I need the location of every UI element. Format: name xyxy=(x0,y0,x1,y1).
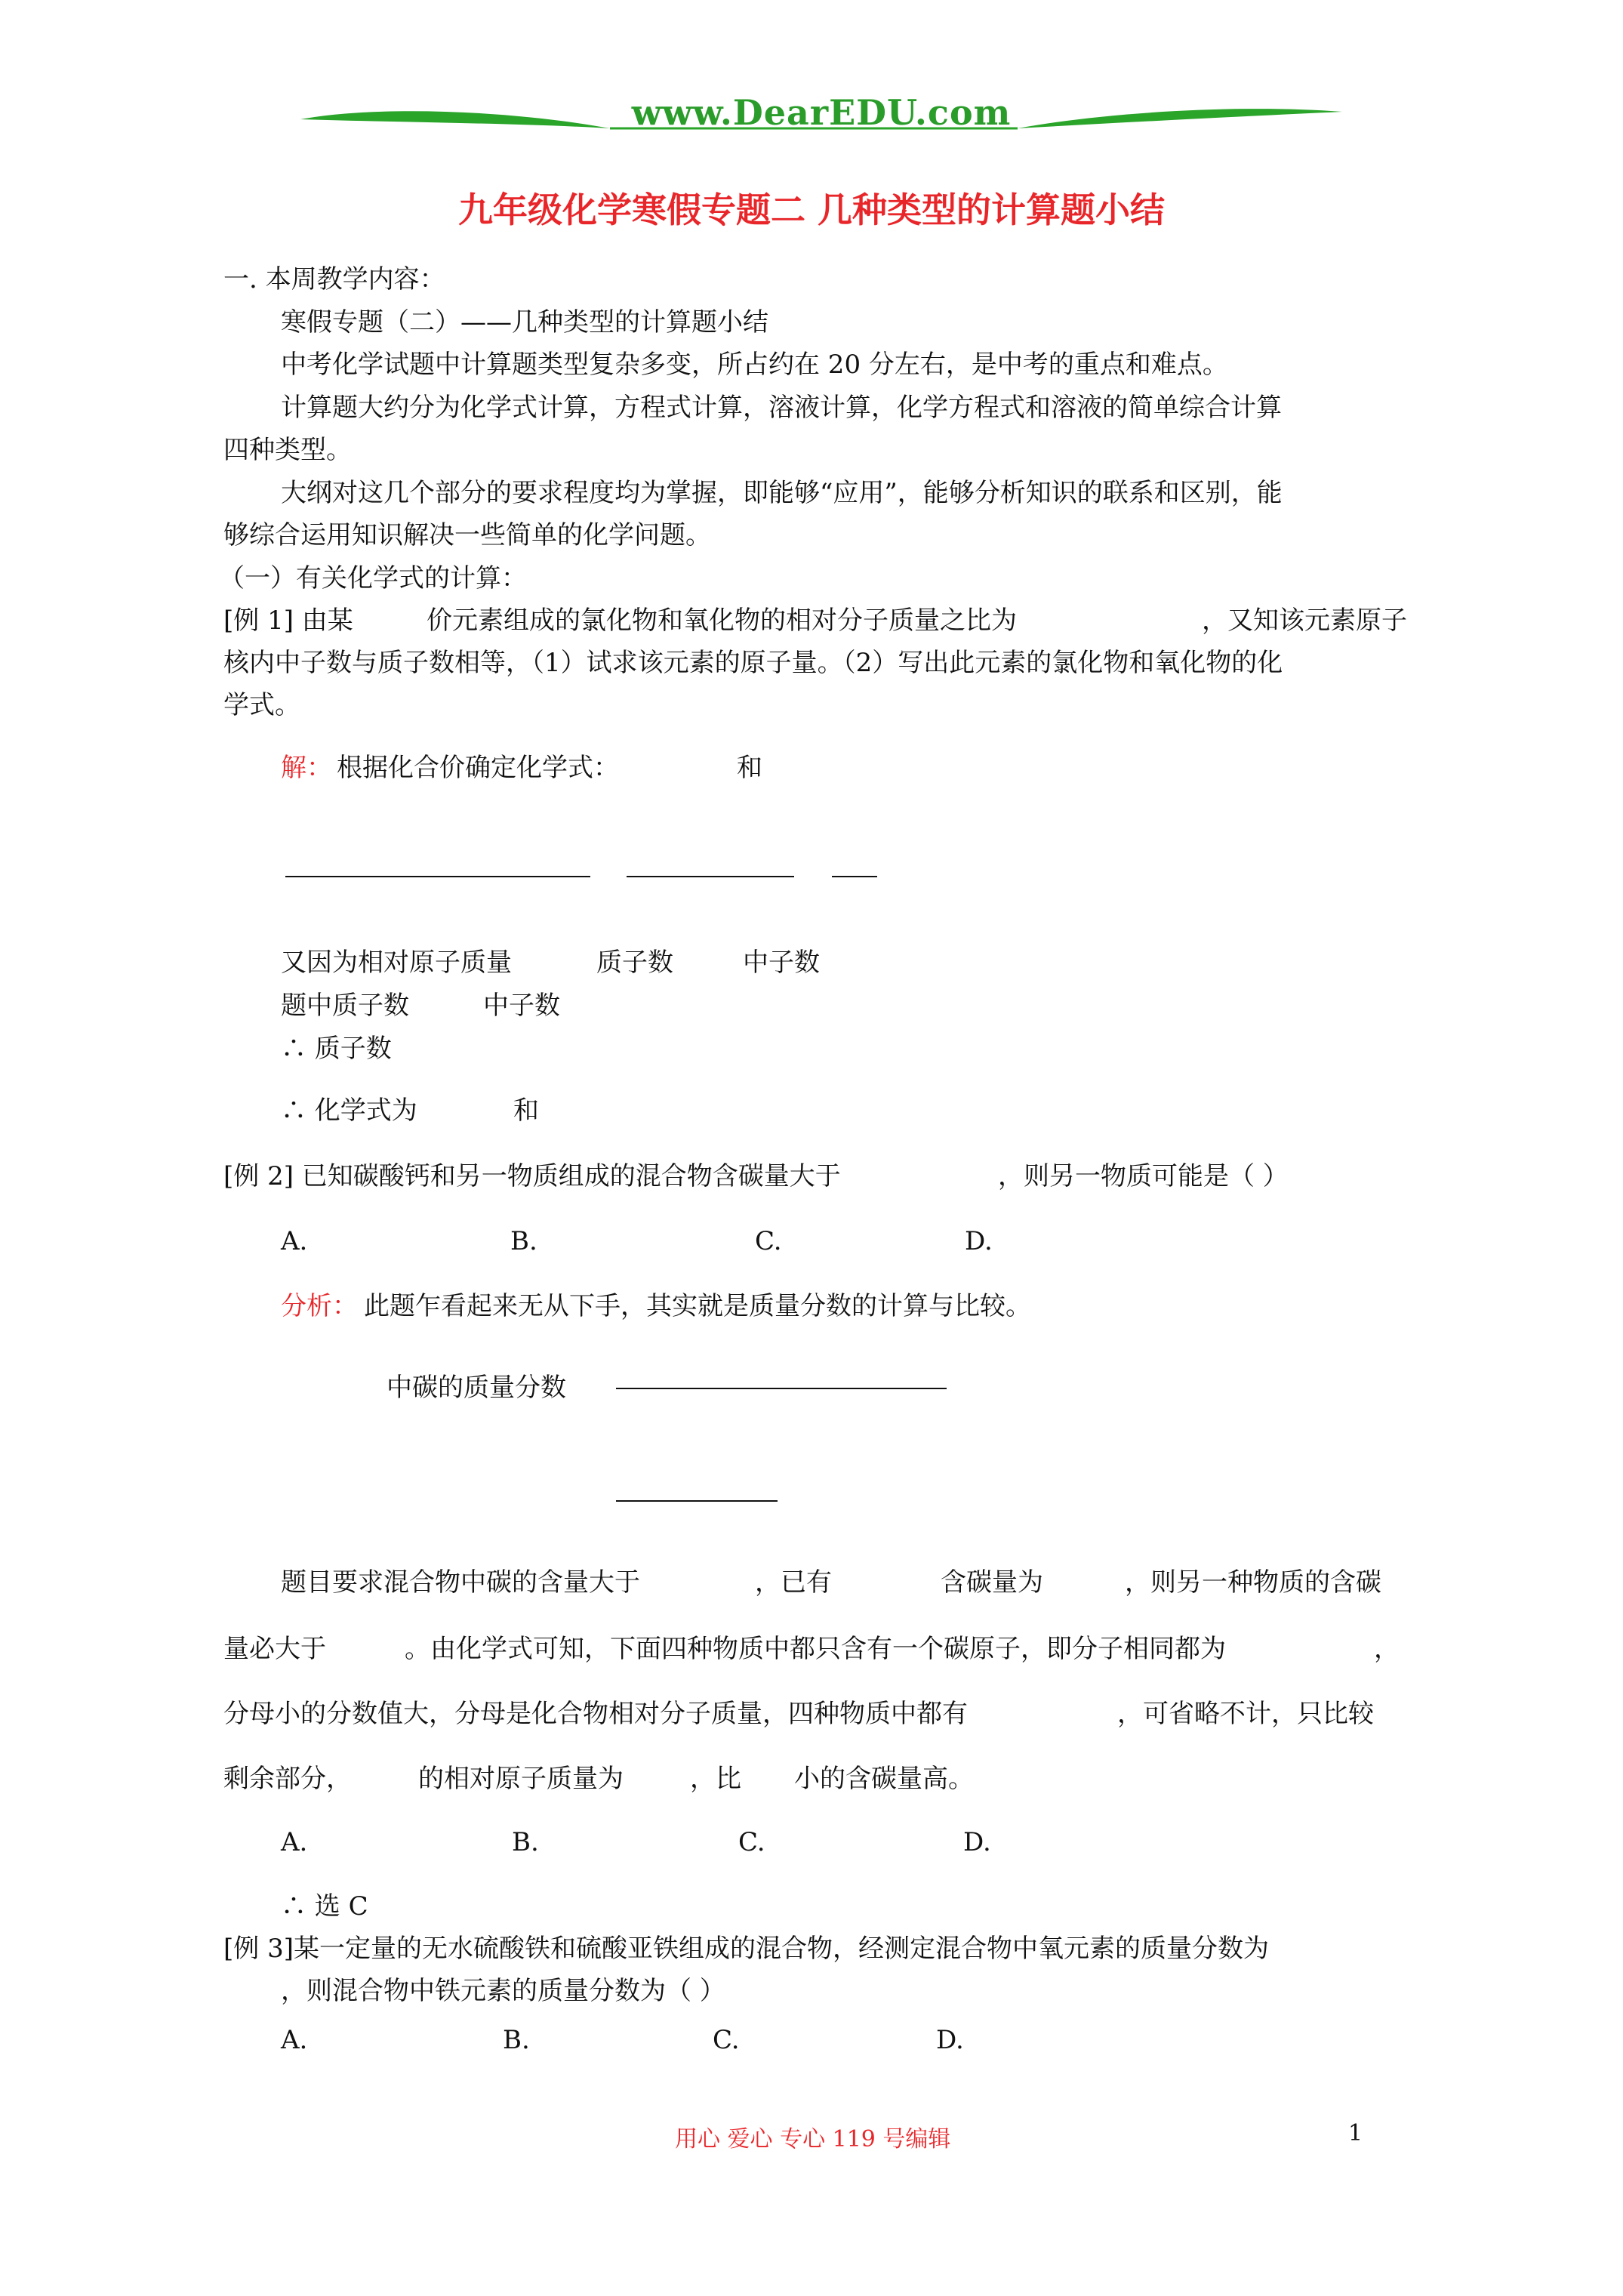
option-c: C. xyxy=(755,1226,782,1256)
analysis-text: 题目要求混合物中碳的含量大于 xyxy=(281,1567,640,1598)
example-3-text: ，则混合物中铁元素的质量分数为（ ） xyxy=(281,1976,725,2006)
analysis-text: 剩余部分， xyxy=(223,1764,352,1794)
paragraph: 四种类型。 xyxy=(223,435,352,465)
subsection-heading: （一）有关化学式的计算： xyxy=(219,563,527,593)
paragraph: 大纲对这几个部分的要求程度均为掌握，即能够“应用”，能够分析知识的联系和区别，能 xyxy=(281,478,1283,508)
fraction-label: 中碳的质量分数 xyxy=(387,1373,566,1403)
option-d: D. xyxy=(965,1226,993,1256)
analysis-text: ，比 xyxy=(690,1764,741,1794)
analysis-text: ， xyxy=(1374,1634,1400,1664)
analysis-text: 小的含碳量高。 xyxy=(794,1764,974,1794)
conjunction: 和 xyxy=(513,1096,539,1126)
analysis-text: 。由化学式可知，下面四种物质中都只含有一个碳原子，即分子相同都为 xyxy=(405,1634,1226,1664)
paragraph: 够综合运用知识解决一些简单的化学问题。 xyxy=(223,520,711,550)
example-2-text: [例 2] 已知碳酸钙和另一物质组成的混合物含碳量大于 xyxy=(223,1161,841,1191)
fraction-line xyxy=(616,1500,778,1502)
solution-line: ∴ 质子数 xyxy=(281,1034,392,1064)
analysis-text: 此题乍看起来无从下手，其实就是质量分数的计算与比较。 xyxy=(364,1291,1031,1321)
example-3-text: [例 3]某一定量的无水硫酸铁和硫酸亚铁组成的混合物，经测定混合物中氧元素的质量分数为 xyxy=(223,1934,1269,1964)
analysis-text: ，已有 xyxy=(755,1567,832,1598)
analysis-text: 分母小的分数值大，分母是化合物相对分子质量，四种物质中都有 xyxy=(223,1699,968,1729)
option-a: A. xyxy=(281,2025,308,2055)
option-a: A. xyxy=(281,1827,308,1857)
analysis-text: 含碳量为 xyxy=(941,1567,1043,1598)
conclusion: ∴ 选 C xyxy=(281,1891,368,1922)
option-d: D. xyxy=(963,1827,991,1857)
option-c: C. xyxy=(713,2025,740,2055)
fraction-line xyxy=(627,876,794,877)
paragraph: 中考化学试题中计算题类型复杂多变，所占约在 20 分左右，是中考的重点和难点。 xyxy=(281,350,1228,380)
solution-text: 根据化合价确定化学式： xyxy=(337,753,619,783)
example-1-text: 核内中子数与质子数相等，（1）试求该元素的原子量。（2）写出此元素的氯化物和氧化物的化 xyxy=(223,648,1283,678)
solution-line: 又因为相对原子质量 xyxy=(281,948,512,978)
solution-line: 题中质子数 xyxy=(281,991,409,1021)
example-2-text: ，则另一物质可能是（ ） xyxy=(998,1161,1289,1191)
solution-line: ∴ 化学式为 xyxy=(281,1096,417,1126)
solution-line: 中子数 xyxy=(483,991,560,1021)
analysis-text: 量必大于 xyxy=(223,1634,326,1664)
footer-text: 用心 爱心 专心 119 号编辑 xyxy=(675,2126,951,2153)
section-heading: 一. 本周教学内容： xyxy=(223,264,445,294)
logo-text: www.DearEDU.com xyxy=(631,92,1012,133)
page-title: 九年级化学寒假专题二 几种类型的计算题小结 xyxy=(457,190,1165,230)
analysis-label: 分析： xyxy=(281,1291,358,1321)
analysis-text: 的相对原子质量为 xyxy=(418,1764,624,1794)
solution-line: 质子数 xyxy=(596,948,673,978)
option-a: A. xyxy=(281,1226,308,1256)
site-logo xyxy=(293,89,1350,157)
fraction-line xyxy=(832,876,877,877)
option-d: D. xyxy=(936,2025,964,2055)
example-1-text: 学式。 xyxy=(223,690,300,720)
fraction-line xyxy=(285,876,590,877)
option-b: B. xyxy=(510,1226,537,1256)
paragraph: 寒假专题（二）——几种类型的计算题小结 xyxy=(281,307,768,337)
example-1-text: [例 1] 由某 xyxy=(223,606,353,636)
analysis-text: ，则另一种物质的含碳 xyxy=(1125,1567,1381,1598)
option-c: C. xyxy=(738,1827,765,1857)
example-1-text: 价元素组成的氯化物和氧化物的相对分子质量之比为 xyxy=(427,606,1017,636)
solution-line: 中子数 xyxy=(743,948,820,978)
example-1-text: ，又知该元素原子 xyxy=(1202,606,1407,636)
solution-label: 解： xyxy=(281,753,332,783)
page-number: 1 xyxy=(1348,2120,1363,2147)
paragraph: 计算题大约分为化学式计算，方程式计算，溶液计算，化学方程式和溶液的简单综合计算 xyxy=(281,393,1282,423)
conjunction: 和 xyxy=(737,753,762,783)
option-b: B. xyxy=(503,2025,530,2055)
analysis-text: ，可省略不计，只比较 xyxy=(1117,1699,1374,1729)
fraction-line xyxy=(616,1388,947,1389)
option-b: B. xyxy=(512,1827,539,1857)
